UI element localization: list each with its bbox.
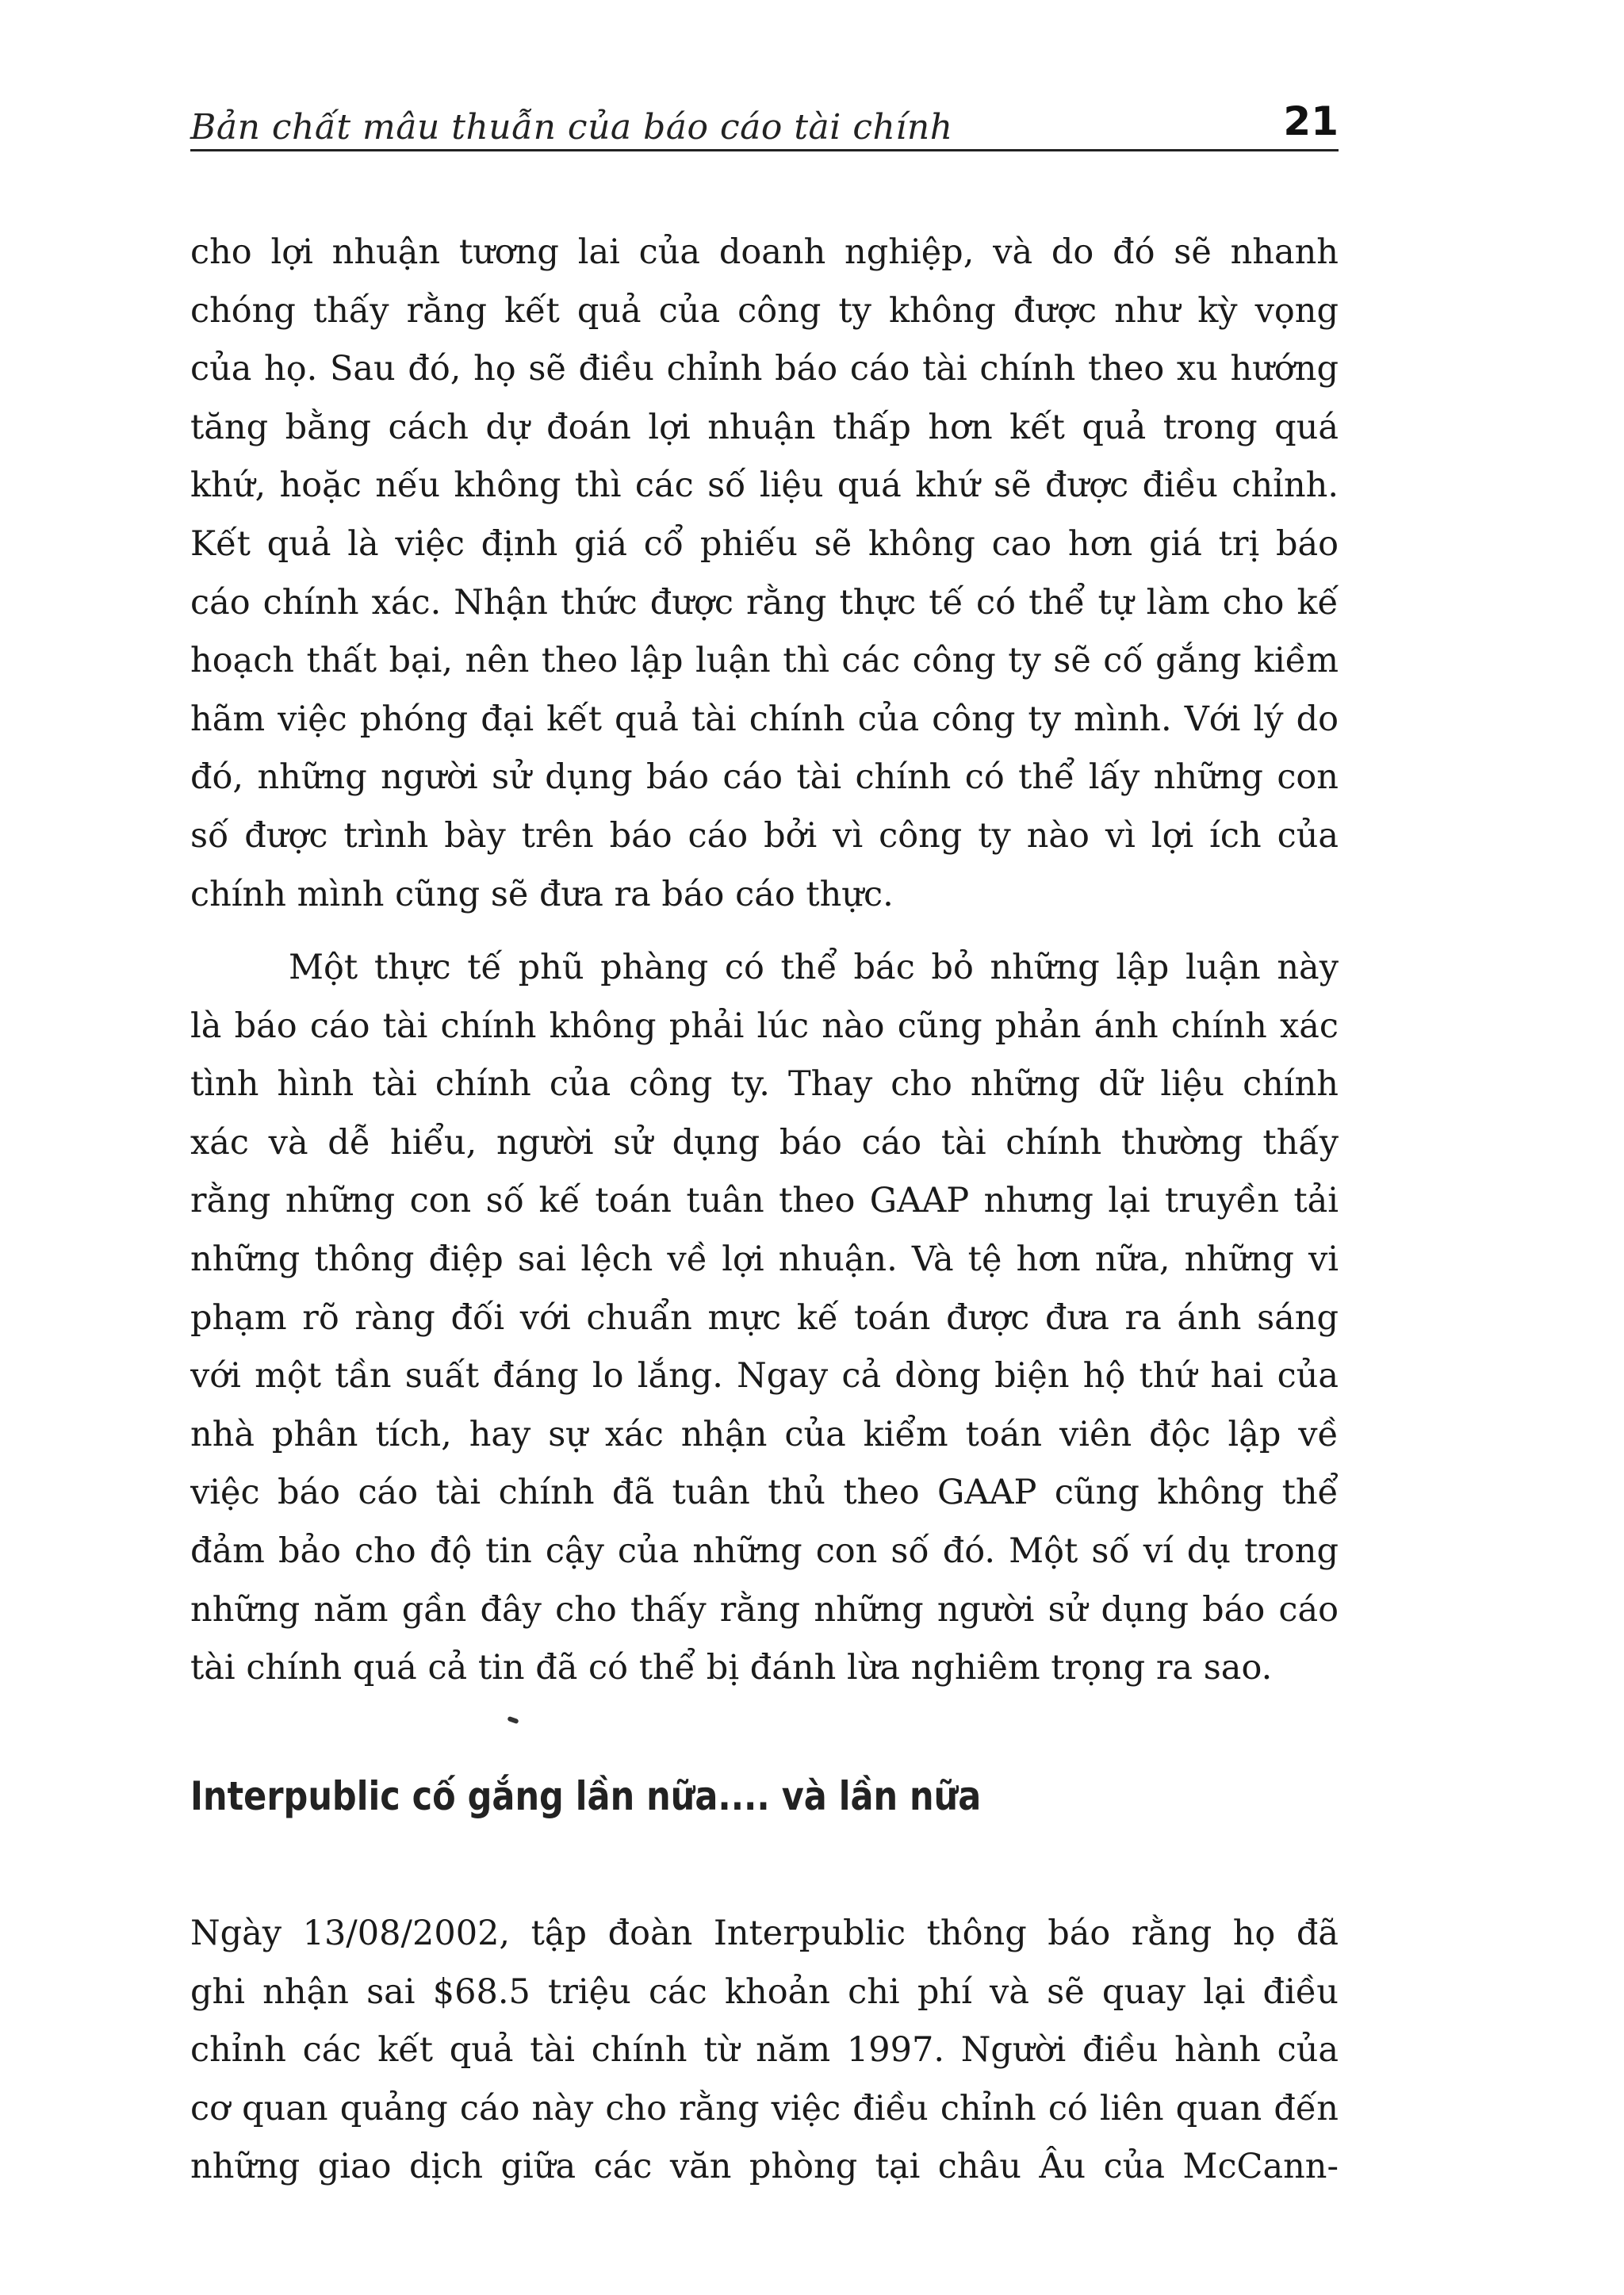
text-line: xác và dễ hiểu, người sử dụng báo cáo tài chính thường thấy (190, 1122, 1339, 1163)
page-number: 21 (1283, 98, 1339, 144)
text-line: những thông điệp sai lệch về lợi nhuận. Và tệ hơn nữa, những vi (190, 1239, 1339, 1279)
text-line: đảm bảo cho độ tin cậy của những con số đó. Một số ví dụ trong (190, 1531, 1339, 1571)
text-line: với một tần suất đáng lo lắng. Ngay cả dòng biện hộ thứ hai của (190, 1356, 1339, 1397)
text-line: Kết quả là việc định giá cổ phiếu sẽ không cao hơn giá trị báo (190, 523, 1339, 564)
text-line: cáo chính xác. Nhận thức được rằng thực tế có thể tự làm cho kế (190, 582, 1339, 623)
text-line: chỉnh các kết quả tài chính từ năm 1997. Người điều hành của (190, 2030, 1339, 2071)
text-line: hoạch thất bại, nên theo lập luận thì các công ty sẽ cố gắng kiềm (190, 641, 1339, 681)
section-heading: Interpublic cố gắng lần nữa.... và lần nữa (190, 1773, 982, 1819)
text-line: những giao dịch giữa các văn phòng tại châu Âu của McCann- (190, 2147, 1339, 2187)
text-line: tình hình tài chính của công ty. Thay cho những dữ liệu chính (190, 1064, 1339, 1105)
body-paragraph-3 (190, 1905, 1339, 2197)
text-line: khứ, hoặc nếu không thì các số liệu quá khứ sẽ được điều chỉnh. (190, 466, 1339, 506)
text-line: là báo cáo tài chính không phải lúc nào cũng phản ánh chính xác (190, 1006, 1339, 1046)
text-line: chóng thấy rằng kết quả của công ty không được như kỳ vọng (190, 290, 1339, 331)
text-line: tài chính quá cả tin đã có thể bị đánh lừa nghiêm trọng ra sao. (190, 1648, 1273, 1688)
text-line: cơ quan quảng cáo này cho rằng việc điều chỉnh có liên quan đến (190, 2088, 1339, 2128)
text-line: số được trình bày trên báo cáo bởi vì công ty nào vì lợi ích của (190, 815, 1339, 856)
text-line: chính mình cũng sẽ đưa ra báo cáo thực. (190, 874, 894, 914)
running-title: Bản chất mâu thuẫn của báo cáo tài chính (190, 107, 953, 148)
text-line: Ngày 13/08/2002, tập đoàn Interpublic thông báo rằng họ đã (190, 1914, 1339, 1953)
body-paragraph-2 (190, 939, 1339, 1698)
text-line: đó, những người sử dụng báo cáo tài chính có thể lấy những con (190, 757, 1339, 798)
running-header (190, 94, 1339, 151)
text-line: cho lợi nhuận tương lai của doanh nghiệp, và do đó sẽ nhanh (190, 232, 1339, 272)
text-line: Một thực tế phũ phàng có thể bác bỏ những lập luận này (289, 948, 1339, 987)
text-line: tăng bằng cách dự đoán lợi nhuận thấp hơn kết quả trong quá (190, 407, 1339, 447)
text-line: phạm rõ ràng đối với chuẩn mực kế toán được đưa ra ánh sáng (190, 1297, 1339, 1338)
text-line: ghi nhận sai $68.5 triệu các khoản chi phí và sẽ quay lại điều (190, 1971, 1339, 2012)
text-line: những năm gần đây cho thấy rằng những người sử dụng báo cáo (190, 1589, 1339, 1630)
text-line: nhà phân tích, hay sự xác nhận của kiểm toán viên độc lập về (190, 1414, 1339, 1454)
body-paragraph-1 (190, 224, 1339, 924)
text-line: hãm việc phóng đại kết quả tài chính của công ty mình. Với lý do (190, 699, 1339, 739)
scan-speck (507, 1716, 519, 1724)
text-line: rằng những con số kế toán tuân theo GAAP nhưng lại truyền tải (190, 1181, 1339, 1221)
text-line: việc báo cáo tài chính đã tuân thủ theo GAAP cũng không thể (190, 1473, 1339, 1513)
text-line: của họ. Sau đó, họ sẽ điều chỉnh báo cáo tài chính theo xu hướng (190, 349, 1339, 389)
